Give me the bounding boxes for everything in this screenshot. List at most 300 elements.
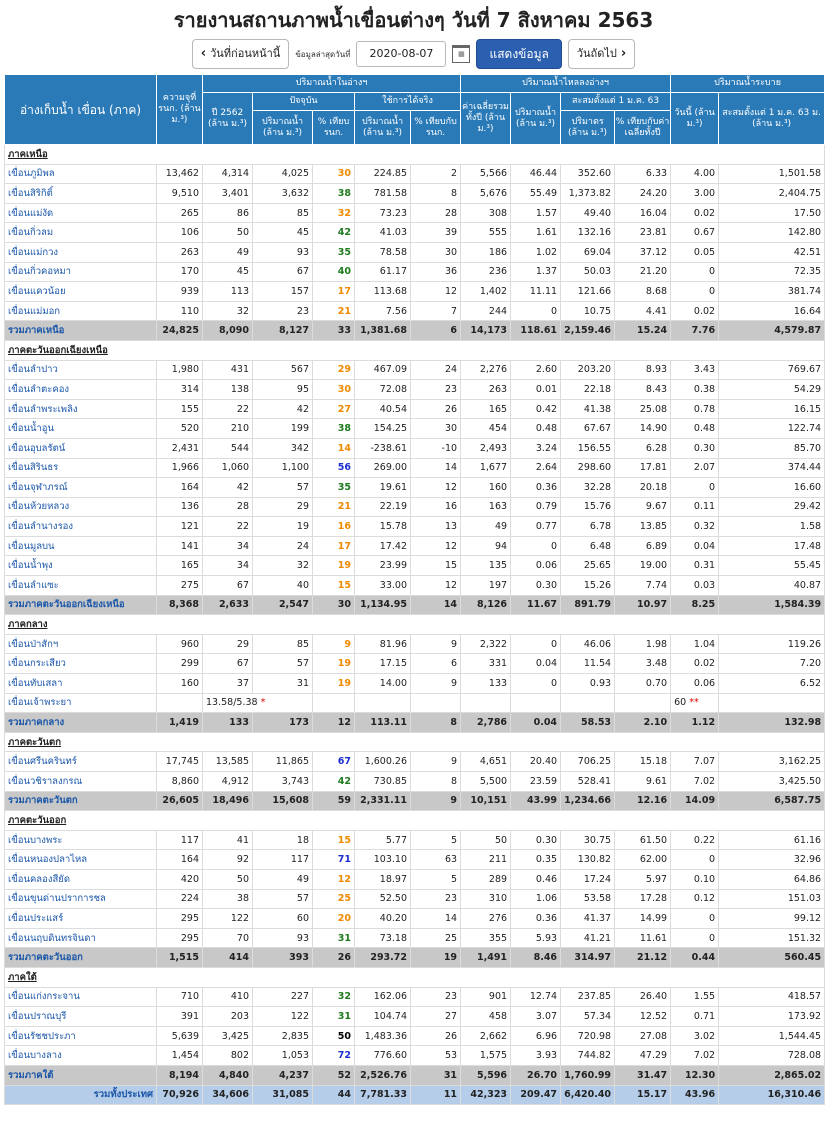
dam-name-link[interactable]: เขื่อนนฤบดินทรจินดา (5, 928, 157, 948)
table-cell: 25 (313, 889, 355, 909)
table-cell: 12 (313, 713, 355, 733)
table-cell: 0.02 (671, 654, 719, 674)
table-cell: 14 (411, 458, 461, 478)
table-cell: 0 (511, 674, 561, 694)
table-cell: 32 (253, 556, 313, 576)
table-cell: 24,825 (157, 321, 203, 341)
table-cell: 299 (157, 654, 203, 674)
table-cell: 132.16 (561, 223, 615, 243)
table-cell: 50 (203, 869, 253, 889)
table-cell: 265 (157, 203, 203, 223)
table-cell (411, 693, 461, 713)
table-cell: 55.49 (511, 184, 561, 204)
table-cell: 10,151 (461, 791, 511, 811)
table-cell: 6.33 (615, 164, 671, 184)
table-cell: 45 (203, 262, 253, 282)
table-cell: 59 (313, 791, 355, 811)
table-cell: 17.50 (719, 203, 825, 223)
table-cell: 14.99 (615, 909, 671, 929)
cum-pct-header: % เทียบกับค่าเฉลี่ยทั้งปี (615, 111, 671, 145)
dam-name-link[interactable]: เขื่อนลำพระเพลิง (5, 399, 157, 419)
table-cell: 163 (461, 497, 511, 517)
table-cell: 269.00 (355, 458, 411, 478)
footnote-mark: * (260, 697, 266, 709)
table-cell: 60 (253, 909, 313, 929)
table-cell: 45 (253, 223, 313, 243)
table-cell: 314.97 (561, 948, 615, 968)
total-label: รวมภาคตะวันออกเฉียงเหนือ (5, 595, 157, 615)
table-row (5, 223, 825, 243)
table-cell: 113 (203, 282, 253, 302)
table-row (5, 164, 825, 184)
table-cell: 0.02 (671, 301, 719, 321)
table-cell: 25.65 (561, 556, 615, 576)
table-cell: 29 (313, 360, 355, 380)
table-row (5, 438, 825, 458)
table-cell: 23.99 (355, 556, 411, 576)
previous-day-label: วันที่ก่อนหน้านี้ (210, 47, 281, 60)
table-cell: 40.87 (719, 576, 825, 596)
reservoir-header: อ่างเก็บน้ำ เขื่อน (ภาค) (5, 75, 157, 145)
table-cell: 35 (313, 478, 355, 498)
table-cell: 24 (411, 360, 461, 380)
table-cell: 331 (461, 654, 511, 674)
table-cell: 57 (253, 478, 313, 498)
table-row (5, 772, 825, 792)
table-cell: 2.60 (511, 360, 561, 380)
table-cell: 1,584.39 (719, 595, 825, 615)
table-cell: 0 (671, 262, 719, 282)
table-cell: 960 (157, 634, 203, 654)
table-cell: 50 (461, 830, 511, 850)
dam-name-link[interactable]: เขื่อนน้ำพุง (5, 556, 157, 576)
dam-name-link[interactable]: เขื่อนภูมิพล (5, 164, 157, 184)
table-row (5, 830, 825, 850)
table-cell: 16 (411, 497, 461, 517)
table-cell: 289 (461, 869, 511, 889)
table-cell: 9 (411, 634, 461, 654)
show-data-button[interactable]: แสดงข้อมูล (476, 39, 561, 69)
dam-name-link[interactable]: เขื่อนอุบลรัตน์ (5, 438, 157, 458)
table-cell: 11.67 (511, 595, 561, 615)
table-row (5, 536, 825, 556)
table-cell: 1,515 (157, 948, 203, 968)
table-cell (561, 693, 615, 713)
table-cell: 41.38 (561, 399, 615, 419)
table-cell: 17.42 (355, 536, 411, 556)
dam-name-link[interactable]: เขื่อนลำตะคอง (5, 380, 157, 400)
table-cell (615, 693, 671, 713)
table-cell: 21 (313, 497, 355, 517)
dam-name-link[interactable]: เขื่อนมูลบน (5, 536, 157, 556)
table-cell: 0.31 (671, 556, 719, 576)
previous-day-button[interactable] (192, 39, 290, 69)
table-cell: 6.78 (561, 517, 615, 537)
table-cell: 95 (253, 380, 313, 400)
table-cell: 78.58 (355, 242, 411, 262)
dam-name-link[interactable]: เขื่อนขุนด่านปราการชล (5, 889, 157, 909)
table-cell: 113.11 (355, 713, 411, 733)
table-cell: 8 (411, 772, 461, 792)
table-cell: 12 (313, 869, 355, 889)
dam-name-link[interactable]: เขื่อนศรีนครินทร์ (5, 752, 157, 772)
dam-name-link[interactable]: เขื่อนบางลาง (5, 1046, 157, 1066)
region-total-row (5, 1065, 825, 1085)
table-cell: 0.36 (511, 478, 561, 498)
table-cell: 355 (461, 928, 511, 948)
table-cell: 6.89 (615, 536, 671, 556)
table-cell: 122 (253, 1007, 313, 1027)
dam-status-table (4, 74, 825, 1105)
table-cell: 0.44 (671, 948, 719, 968)
table-cell: 11,865 (253, 752, 313, 772)
table-cell: 0.30 (671, 438, 719, 458)
table-cell: 50 (313, 1026, 355, 1046)
table-cell: 520 (157, 419, 203, 439)
cum-group-header: สะสมตั้งแต่ 1 ม.ค. 63 (561, 93, 671, 111)
table-cell: 46.06 (561, 634, 615, 654)
table-cell: 64.86 (719, 869, 825, 889)
table-cell: 13.85 (615, 517, 671, 537)
dam-name-link[interactable]: เขื่อนกิ่วคอหมา (5, 262, 157, 282)
table-cell: 122.74 (719, 419, 825, 439)
table-cell: 209.47 (511, 1085, 561, 1105)
table-row (5, 399, 825, 419)
table-cell: 2.64 (511, 458, 561, 478)
table-cell: 458 (461, 1007, 511, 1027)
table-cell: 8.46 (511, 948, 561, 968)
region-total-row (5, 321, 825, 341)
table-cell: 0.79 (511, 497, 561, 517)
table-cell: 5.77 (355, 830, 411, 850)
table-cell: 61.16 (719, 830, 825, 850)
dam-name-link[interactable]: เขื่อนปราณบุรี (5, 1007, 157, 1027)
table-cell: 3,743 (253, 772, 313, 792)
dam-name-link[interactable]: เขื่อนเจ้าพระยา (5, 693, 157, 713)
table-cell: 891.79 (561, 595, 615, 615)
table-cell: 17.24 (561, 869, 615, 889)
dam-name-link[interactable]: เขื่อนทับเสลา (5, 674, 157, 694)
table-cell: 70,926 (157, 1085, 203, 1105)
table-cell: 29.42 (719, 497, 825, 517)
table-cell: 23.59 (511, 772, 561, 792)
table-cell: 244 (461, 301, 511, 321)
table-cell: 1,454 (157, 1046, 203, 1066)
table-cell: 8,368 (157, 595, 203, 615)
table-cell: 14 (411, 595, 461, 615)
dam-name-link[interactable]: เขื่อนน้ำอูน (5, 419, 157, 439)
table-cell: 4.00 (671, 164, 719, 184)
dam-name-link[interactable]: เขื่อนจุฬาภรณ์ (5, 478, 157, 498)
dam-name-link[interactable]: เขื่อนหนองปลาไหล (5, 850, 157, 870)
table-cell: 6.48 (561, 536, 615, 556)
table-cell: 2,404.75 (719, 184, 825, 204)
table-cell: 6 (411, 654, 461, 674)
current-volume-header: ปริมาณน้ำ (ล้าน ม.³) (253, 111, 313, 145)
inflow-group-header: ปริมาณน้ำไหลลงอ่างฯ (461, 75, 671, 93)
water-level-value: 13.58/5.38 (206, 697, 258, 709)
region-name: ภาคตะวันออก (5, 811, 825, 831)
table-cell: 0.06 (671, 674, 719, 694)
table-cell: 33.00 (355, 576, 411, 596)
table-cell: 19 (313, 654, 355, 674)
dam-name-link[interactable]: เขื่อนป่าสักฯ (5, 634, 157, 654)
table-cell: 1.57 (511, 203, 561, 223)
table-cell: 23 (411, 889, 461, 909)
table-cell (511, 693, 561, 713)
table-cell: 197 (461, 576, 511, 596)
table-cell: 1,053 (253, 1046, 313, 1066)
table-row (5, 497, 825, 517)
dam-name-link[interactable]: เขื่อนห้วยหลวง (5, 497, 157, 517)
table-cell: 1,373.82 (561, 184, 615, 204)
dam-name-link[interactable]: เขื่อนลำปาว (5, 360, 157, 380)
table-cell: 555 (461, 223, 511, 243)
dam-name-link[interactable]: เขื่อนแม่กวง (5, 242, 157, 262)
table-cell: 113.68 (355, 282, 411, 302)
table-cell: 7.02 (671, 1046, 719, 1066)
table-cell: 17 (313, 536, 355, 556)
table-cell: 9 (411, 791, 461, 811)
table-cell: 7.07 (671, 752, 719, 772)
table-cell: 0.48 (511, 419, 561, 439)
table-cell: 0 (511, 634, 561, 654)
table-row (5, 301, 825, 321)
region-header-row (5, 615, 825, 635)
table-cell: 3.93 (511, 1046, 561, 1066)
table-row (5, 674, 825, 694)
dam-name-link[interactable]: เขื่อนรัชชประภา (5, 1026, 157, 1046)
table-cell: 38 (313, 419, 355, 439)
table-cell: 0.30 (511, 830, 561, 850)
release-today-header: วันนี้ (ล้าน ม.³) (671, 93, 719, 145)
table-cell: 21 (313, 301, 355, 321)
table-cell: 26,605 (157, 791, 203, 811)
table-cell: 0 (671, 928, 719, 948)
inflow-today-header: ปริมาณน้ำ (ล้าน ม.³) (511, 93, 561, 145)
table-cell: 24.20 (615, 184, 671, 204)
table-cell: 25.08 (615, 399, 671, 419)
table-cell: 132.98 (719, 713, 825, 733)
dam-name-link[interactable]: เขื่อนบางพระ (5, 830, 157, 850)
table-cell: 5,500 (461, 772, 511, 792)
table-cell: 0 (511, 301, 561, 321)
table-cell: 31 (411, 1065, 461, 1085)
region-name: ภาคตะวันออกเฉียงเหนือ (5, 340, 825, 360)
table-cell: 5.97 (615, 869, 671, 889)
dam-name-link[interactable]: เขื่อนสิรินธร (5, 458, 157, 478)
table-cell: 211 (461, 850, 511, 870)
table-cell (355, 693, 411, 713)
table-cell: 203 (203, 1007, 253, 1027)
table-cell: 9,510 (157, 184, 203, 204)
next-day-button[interactable] (568, 39, 635, 69)
table-cell: 30 (411, 242, 461, 262)
table-cell: 151.03 (719, 889, 825, 909)
table-cell: 293.72 (355, 948, 411, 968)
table-cell: 15 (313, 830, 355, 850)
dam-name-link[interactable]: เขื่อนลำนางรอง (5, 517, 157, 537)
table-cell: 393 (253, 948, 313, 968)
table-cell: 130.82 (561, 850, 615, 870)
table-cell: 27 (411, 1007, 461, 1027)
table-cell: 342 (253, 438, 313, 458)
table-cell: 15 (411, 556, 461, 576)
table-cell: 4,025 (253, 164, 313, 184)
table-cell: 0 (511, 536, 561, 556)
table-cell: 14,173 (461, 321, 511, 341)
table-cell: 939 (157, 282, 203, 302)
table-cell: 8,194 (157, 1065, 203, 1085)
current-pct-header: % เทียบ รนก. (313, 111, 355, 145)
table-cell: 15.17 (615, 1085, 671, 1105)
table-cell: 467.09 (355, 360, 411, 380)
table-cell: 7.76 (671, 321, 719, 341)
table-cell: 0.04 (511, 713, 561, 733)
calendar-icon[interactable]: ▦ (452, 45, 470, 63)
dam-name-link[interactable]: เขื่อนลำแซะ (5, 576, 157, 596)
table-cell: -10 (411, 438, 461, 458)
table-cell: 70 (203, 928, 253, 948)
dam-name-link[interactable]: เขื่อนกิ่วลม (5, 223, 157, 243)
table-cell: 23 (253, 301, 313, 321)
table-cell: 3,632 (253, 184, 313, 204)
table-cell: 42 (313, 223, 355, 243)
table-row (5, 634, 825, 654)
table-cell: 431 (203, 360, 253, 380)
region-name: ภาคใต้ (5, 967, 825, 987)
table-cell: 44 (313, 1085, 355, 1105)
table-cell: 119.26 (719, 634, 825, 654)
table-cell: 8.43 (615, 380, 671, 400)
table-cell: 4,840 (203, 1065, 253, 1085)
table-cell: 0 (671, 282, 719, 302)
table-cell: 1,134.95 (355, 595, 411, 615)
dam-name-link[interactable]: เขื่อนสิริกิติ์ (5, 184, 157, 204)
table-cell: 23 (411, 380, 461, 400)
table-row (5, 1007, 825, 1027)
table-cell: 14 (313, 438, 355, 458)
table-cell: 0 (671, 909, 719, 929)
table-cell: 162.06 (355, 987, 411, 1007)
table-cell: 224.85 (355, 164, 411, 184)
table-cell: 22 (203, 517, 253, 537)
table-cell: 50.03 (561, 262, 615, 282)
avg-inflow-header: ค่าเฉลี่ยรวมทั้งปี (ล้าน ม.³) (461, 93, 511, 145)
dam-name-link[interactable]: เขื่อนวชิราลงกรณ (5, 772, 157, 792)
table-cell: 236 (461, 262, 511, 282)
table-cell: 26.70 (511, 1065, 561, 1085)
table-cell: 27.08 (615, 1026, 671, 1046)
table-cell: -238.61 (355, 438, 411, 458)
table-cell: 0.32 (671, 517, 719, 537)
table-cell: 2,662 (461, 1026, 511, 1046)
region-header-row (5, 811, 825, 831)
table-row (5, 419, 825, 439)
table-cell: 47.29 (615, 1046, 671, 1066)
table-cell: 164 (157, 850, 203, 870)
table-cell: 1,419 (157, 713, 203, 733)
table-cell: 0.12 (671, 889, 719, 909)
table-cell: 61.17 (355, 262, 411, 282)
table-cell: 40.20 (355, 909, 411, 929)
dam-name-link[interactable]: เขื่อนแก่งกระจาน (5, 987, 157, 1007)
table-cell: 781.58 (355, 184, 411, 204)
table-cell: 32 (313, 203, 355, 223)
table-cell: 8 (411, 184, 461, 204)
dam-name-link[interactable]: เขื่อนแควน้อย (5, 282, 157, 302)
dam-name-link[interactable]: เขื่อนคลองสียัด (5, 869, 157, 889)
table-row (5, 478, 825, 498)
table-cell: 165 (157, 556, 203, 576)
table-cell: 3,425.50 (719, 772, 825, 792)
table-cell: 567 (253, 360, 313, 380)
table-cell: 11 (411, 1085, 461, 1105)
table-cell: 1,760.99 (561, 1065, 615, 1085)
table-cell: 295 (157, 909, 203, 929)
table-cell: 31 (313, 928, 355, 948)
table-cell: 173.92 (719, 1007, 825, 1027)
table-row (5, 576, 825, 596)
table-cell: 11.61 (615, 928, 671, 948)
table-cell: 26.40 (615, 987, 671, 1007)
dam-name-link[interactable]: เขื่อนแม่งัด (5, 203, 157, 223)
date-input[interactable]: 2020-08-07 (356, 41, 446, 67)
table-cell: 1.37 (511, 262, 561, 282)
table-cell: 295 (157, 928, 203, 948)
table-cell: 728.08 (719, 1046, 825, 1066)
table-cell: 3.24 (511, 438, 561, 458)
table-cell: 21.12 (615, 948, 671, 968)
region-name: ภาคตะวันตก (5, 732, 825, 752)
table-cell: 85.70 (719, 438, 825, 458)
table-cell: 15,608 (253, 791, 313, 811)
table-cell: 4,579.87 (719, 321, 825, 341)
table-cell: 528.41 (561, 772, 615, 792)
table-cell: 1.98 (615, 634, 671, 654)
latest-data-label: ข้อมูลล่าสุดวันที่ (295, 49, 351, 59)
table-cell: 1.12 (671, 713, 719, 733)
dam-name-link[interactable]: เขื่อนแม่มอก (5, 301, 157, 321)
dam-name-link[interactable]: เขื่อนกระเสียว (5, 654, 157, 674)
table-cell: 12.52 (615, 1007, 671, 1027)
region-header-row (5, 340, 825, 360)
table-cell: 14.90 (615, 419, 671, 439)
table-cell: 1,966 (157, 458, 203, 478)
usable-group-header: ใช้การได้จริง (355, 93, 461, 111)
table-cell: 15.24 (615, 321, 671, 341)
next-day-label: วันถัดไป (576, 47, 617, 60)
dam-name-link[interactable]: เขื่อนประแสร์ (5, 909, 157, 929)
table-cell: 0.04 (511, 654, 561, 674)
table-cell: 3,162.25 (719, 752, 825, 772)
table-cell: 38 (313, 184, 355, 204)
table-cell: 30 (313, 595, 355, 615)
table-cell: 11.11 (511, 282, 561, 302)
table-cell: 8.68 (615, 282, 671, 302)
table-cell: 4.41 (615, 301, 671, 321)
table-row (5, 889, 825, 909)
table-cell: 8.25 (671, 595, 719, 615)
table-cell: 43.99 (511, 791, 561, 811)
table-cell: 1,100 (253, 458, 313, 478)
table-cell: 24 (253, 536, 313, 556)
table-cell: 99.12 (719, 909, 825, 929)
table-cell: 173 (253, 713, 313, 733)
table-cell: 49 (253, 869, 313, 889)
table-cell: 1,575 (461, 1046, 511, 1066)
table-cell: 3.02 (671, 1026, 719, 1046)
